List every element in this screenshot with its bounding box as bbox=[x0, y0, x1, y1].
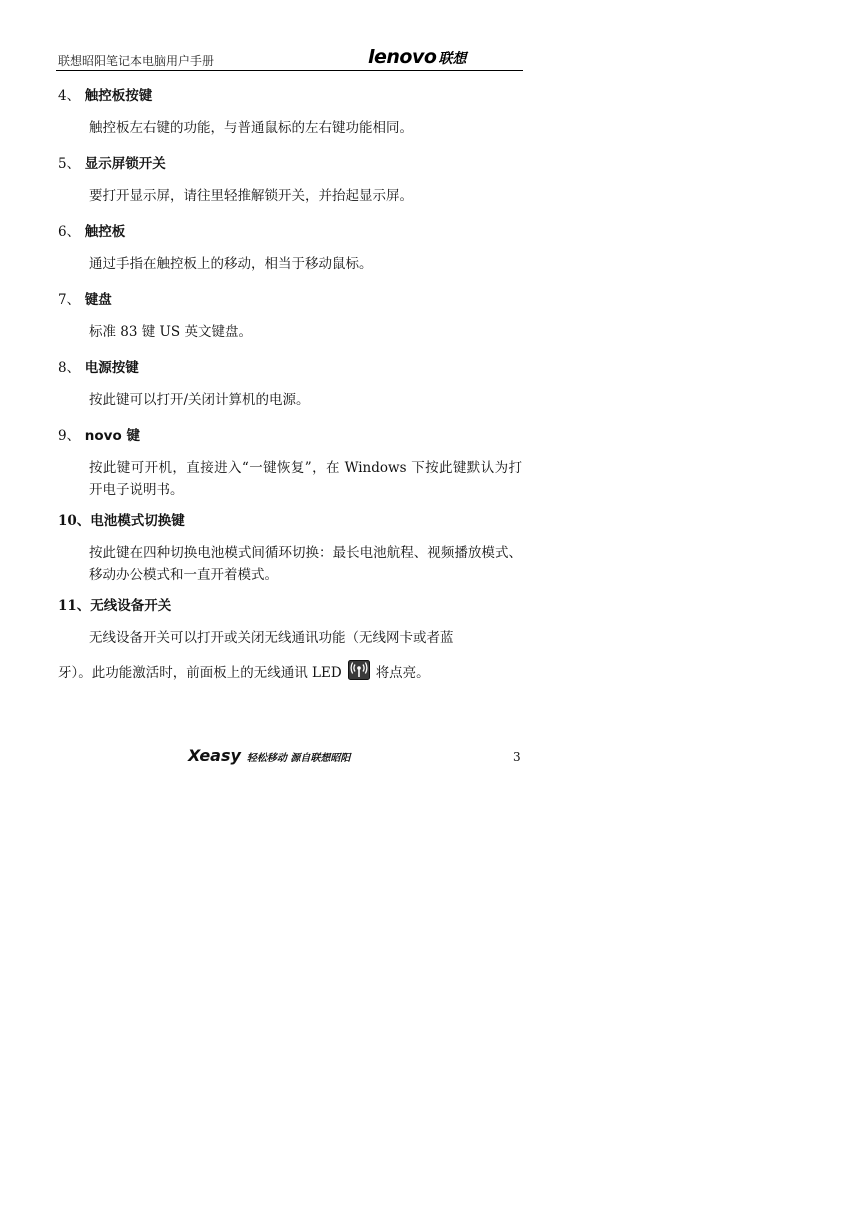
section-heading bbox=[58, 511, 522, 531]
section-number: 8、 bbox=[58, 360, 81, 376]
section-number: 5、 bbox=[58, 156, 81, 172]
section-title: 键盘 bbox=[84, 292, 112, 308]
section-number: 4、 bbox=[58, 88, 81, 104]
section-number: 9、 bbox=[58, 428, 81, 444]
section-number: 6、 bbox=[58, 224, 81, 240]
section-title: 无线设备开关 bbox=[90, 598, 172, 614]
section-4 bbox=[58, 86, 522, 139]
logo-text: lenovo bbox=[368, 46, 437, 68]
header-title: 联想昭阳笔记本电脑用户手册 bbox=[58, 54, 215, 68]
section-body: 标准 83 键 US 英文键盘。 bbox=[89, 324, 252, 340]
header-rule bbox=[56, 70, 523, 71]
section-body: 按此键可开机，直接进入“一键恢复”，在 Windows 下按此键默认为打开电子说明书。 bbox=[89, 460, 522, 498]
footer-slogan: 轻松移动 源自联想昭阳 bbox=[246, 753, 351, 764]
section-body: 触控板左右键的功能，与普通鼠标的左右键功能相同。 bbox=[89, 120, 413, 136]
section-heading bbox=[58, 596, 522, 616]
section-heading bbox=[58, 358, 522, 378]
section-body-line1: 无线设备开关可以打开或关闭无线通讯功能（无线网卡或者蓝 bbox=[89, 630, 454, 646]
section-title: 触控板按键 bbox=[84, 88, 153, 104]
section-body: 按此键在四种切换电池模式间循环切换：最长电池航程、视频播放模式、移动办公模式和一直开着模式。 bbox=[89, 545, 522, 583]
page-number: 3 bbox=[513, 750, 521, 764]
section-body-line2-b: 将点亮。 bbox=[375, 665, 430, 681]
section-number: 11、 bbox=[58, 598, 91, 614]
wireless-led-icon bbox=[348, 660, 370, 687]
section-title: 显示屏锁开关 bbox=[84, 156, 166, 172]
logo-cn-text: 联想 bbox=[438, 51, 467, 67]
section-7 bbox=[58, 290, 522, 343]
footer bbox=[188, 746, 350, 765]
section-title: 触控板 bbox=[84, 224, 126, 240]
section-heading bbox=[58, 222, 522, 242]
section-body: 要打开显示屏，请往里轻推解锁开关，并抬起显示屏。 bbox=[89, 188, 413, 204]
section-9 bbox=[58, 426, 522, 501]
section-number: 7、 bbox=[58, 292, 81, 308]
section-8 bbox=[58, 358, 522, 411]
section-heading bbox=[58, 154, 522, 174]
section-heading bbox=[58, 290, 522, 310]
section-title: 电源按键 bbox=[84, 360, 139, 376]
footer-brand: Xeasy bbox=[188, 746, 241, 765]
section-6 bbox=[58, 222, 522, 275]
section-title: novo 键 bbox=[84, 428, 140, 444]
manual-content bbox=[58, 86, 522, 687]
section-5 bbox=[58, 154, 522, 207]
section-11 bbox=[58, 596, 522, 687]
section-body: 按此键可以打开/关闭计算机的电源。 bbox=[89, 392, 310, 408]
lenovo-logo bbox=[368, 46, 466, 68]
section-body-line2 bbox=[58, 660, 522, 687]
section-10 bbox=[58, 511, 522, 586]
section-body: 通过手指在触控板上的移动，相当于移动鼠标。 bbox=[89, 256, 373, 272]
section-number: 10、 bbox=[58, 513, 91, 529]
section-heading bbox=[58, 426, 522, 446]
section-title: 电池模式切换键 bbox=[90, 513, 185, 529]
section-body bbox=[58, 627, 522, 687]
section-heading bbox=[58, 86, 522, 106]
section-body-line2-a: 牙）。此功能激活时，前面板上的无线通讯 LED bbox=[58, 665, 342, 681]
